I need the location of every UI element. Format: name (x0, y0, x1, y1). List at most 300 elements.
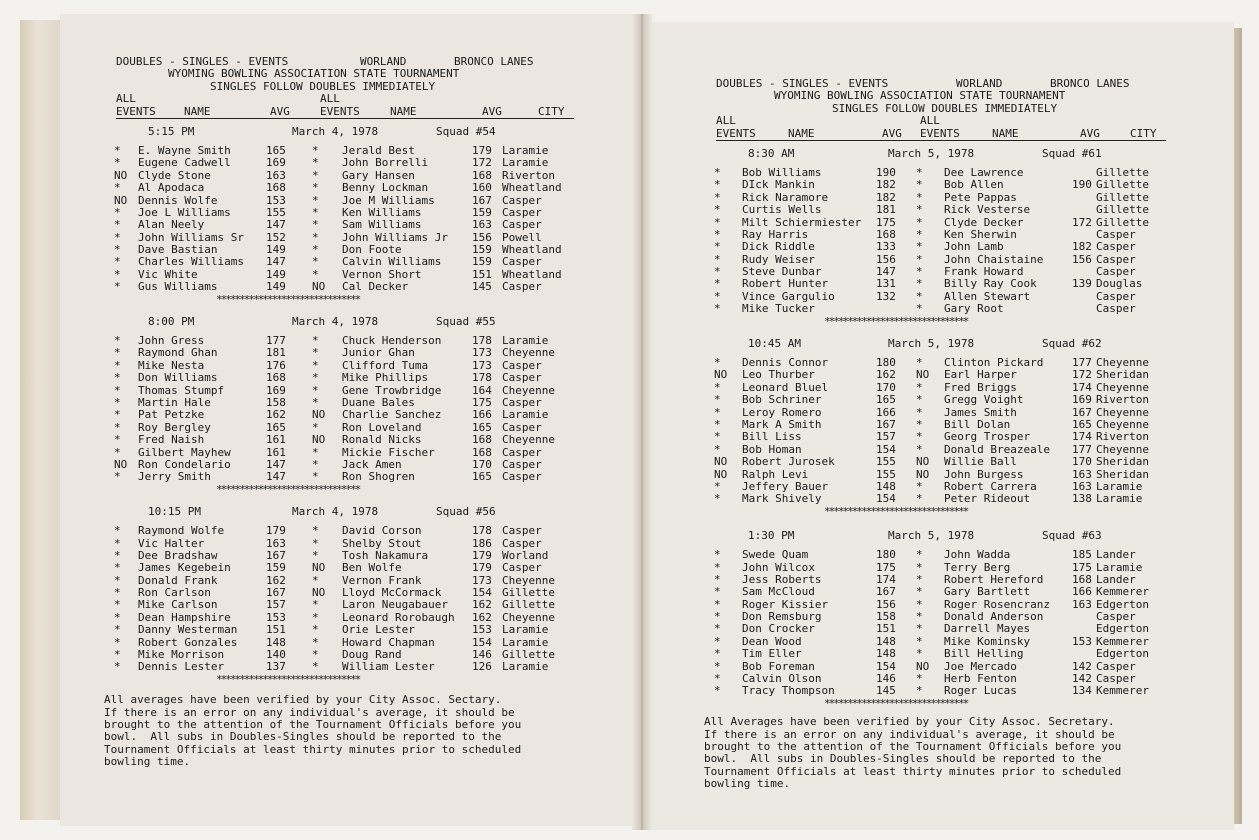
city: Casper (502, 280, 542, 294)
table-row (104, 661, 584, 673)
bowler-avg: 148 (266, 635, 286, 649)
bowler-avg: 169 (266, 383, 286, 397)
events-mark: * (114, 358, 121, 372)
events-mark: * (714, 380, 721, 394)
events-mark: * (916, 302, 923, 316)
header-all-line (704, 115, 1184, 127)
city: Casper (502, 445, 542, 459)
squad-date: March 4, 1978 (292, 315, 379, 329)
squad-block (704, 148, 1184, 328)
squad-number: Squad #54 (436, 124, 496, 138)
bowler-name: Swede Quam (742, 548, 809, 562)
events-mark: * (916, 548, 923, 562)
squad-number: Squad #56 (436, 505, 496, 519)
events-mark: * (916, 560, 923, 574)
events-mark: * (312, 346, 319, 360)
events-mark: * (114, 470, 121, 484)
bowler-name: Jeffery Bauer (742, 479, 829, 493)
bowler-avg: 163 (266, 536, 286, 550)
events-mark: * (916, 610, 923, 624)
events-mark: * (916, 252, 923, 266)
bowler-avg: 175 (876, 215, 896, 229)
col-all-1: ALL (716, 114, 736, 128)
events-mark: * (714, 165, 721, 179)
city: Laramie (502, 143, 549, 157)
events-mark: * (714, 252, 721, 266)
bowler-name: Tim Eller (742, 647, 802, 661)
partner-name: Pete Pappas (944, 190, 1017, 204)
partner-name: Donald Anderson (944, 610, 1044, 624)
bowler-name: Robert Jurosek (742, 455, 835, 469)
partner-avg: 138 (1072, 492, 1092, 506)
bowler-avg: 131 (876, 277, 896, 291)
city: Casper (502, 218, 542, 232)
events-mark: * (916, 190, 923, 204)
header-association: WYOMING BOWLING ASSOCIATION STATE TOURNAMENT (168, 67, 460, 81)
bowler-name: John Gress (138, 334, 205, 348)
bowler-avg: 162 (876, 368, 896, 382)
table-row (704, 549, 1184, 561)
squad-date: March 5, 1978 (888, 337, 975, 351)
bowler-avg: 153 (266, 193, 286, 207)
table-row (104, 256, 584, 268)
bowler-avg: 181 (266, 346, 286, 360)
table-row (104, 562, 584, 574)
bowler-avg: 155 (876, 467, 896, 481)
table-row (104, 434, 584, 446)
events-mark: * (114, 420, 121, 434)
bowler-avg: 180 (876, 356, 896, 370)
partner-avg: 179 (472, 143, 492, 157)
partner-avg: 165 (472, 420, 492, 434)
city: Edgerton (1096, 647, 1149, 661)
partner-name: Roger Rosencranz (944, 597, 1050, 611)
events-mark: * (916, 572, 923, 586)
squad-heading (104, 316, 584, 331)
partner-name: Doug Rand (342, 648, 402, 662)
bowler-avg: 163 (266, 168, 286, 182)
bowler-name: Dennis Wolfe (138, 193, 218, 207)
col-events-2: EVENTS (320, 104, 360, 118)
footer-line (704, 753, 1184, 765)
table-row (704, 431, 1184, 443)
bowler-name: Al Apodaca (138, 181, 205, 195)
squad-date: March 5, 1978 (888, 529, 975, 543)
partner-avg: 160 (472, 181, 492, 195)
events-mark: * (916, 405, 923, 419)
partner-avg: 163 (1072, 479, 1092, 493)
header-line-2 (104, 68, 584, 80)
squad-time: 8:00 PM (148, 315, 195, 329)
footer-text: bowling time. (704, 777, 791, 791)
events-mark: * (114, 181, 121, 195)
events-mark: NO (114, 457, 128, 471)
city: Wheatland (502, 243, 562, 257)
bowler-avg: 159 (266, 561, 286, 575)
bowler-avg: 165 (266, 143, 286, 157)
squad-heading (104, 126, 584, 141)
squad-number: Squad #61 (1042, 146, 1102, 160)
city: Casper (502, 193, 542, 207)
bowler-name: James Kegebein (138, 561, 231, 575)
partner-avg: 162 (472, 598, 492, 612)
events-mark: * (114, 346, 121, 360)
city: Lander (1096, 548, 1136, 562)
city: Sheridan (1096, 455, 1149, 469)
col-avg: AVG (270, 104, 290, 118)
events-mark: * (114, 573, 121, 587)
city: Lander (1096, 572, 1136, 586)
events-mark: * (114, 371, 121, 385)
events-mark: NO (714, 467, 728, 481)
partner-avg: 174 (1072, 430, 1092, 444)
partner-name: Gary Bartlett (944, 585, 1031, 599)
events-mark: * (916, 672, 923, 686)
footer-text: Tournament Officials at least thirty minutes prior to scheduled (704, 764, 1122, 778)
partner-name: Laron Neugabauer (342, 598, 448, 612)
bowler-avg: 190 (876, 165, 896, 179)
city: Gillette (1096, 203, 1149, 217)
bowler-name: Mike Carlson (138, 598, 218, 612)
table-row (704, 179, 1184, 191)
city: Cheyenne (502, 346, 555, 360)
partner-avg: 186 (472, 536, 492, 550)
bowler-avg: 155 (266, 205, 286, 219)
city: Wheatland (502, 181, 562, 195)
bowler-name: Eugene Cadwell (138, 156, 231, 170)
city: Cheyenne (1096, 356, 1149, 370)
events-mark: NO (312, 408, 326, 422)
col-events: EVENTS (716, 126, 756, 140)
events-mark: * (714, 610, 721, 624)
table-row (704, 586, 1184, 598)
bowler-avg: 179 (266, 524, 286, 538)
col-events-2: EVENTS (920, 126, 960, 140)
partner-name: John Lamb (944, 240, 1004, 254)
partner-name: Ronald Nicks (342, 433, 422, 447)
partner-avg: 159 (472, 243, 492, 257)
squad-heading (704, 530, 1184, 545)
events-mark: * (312, 205, 319, 219)
partner-avg: 163 (1072, 467, 1092, 481)
events-mark: * (714, 659, 721, 673)
events-mark: * (714, 277, 721, 291)
bowler-avg: 167 (266, 548, 286, 562)
events-mark: * (114, 230, 121, 244)
events-mark: * (312, 635, 319, 649)
partner-name: Rick Vesterse (944, 203, 1031, 217)
partner-name: Roger Lucas (944, 684, 1017, 698)
city: Casper (502, 205, 542, 219)
partner-name: Darrell Mayes (944, 622, 1031, 636)
events-mark: * (714, 178, 721, 192)
partner-avg: 159 (472, 255, 492, 269)
city: Cheyenne (502, 610, 555, 624)
header-lanes: BRONCO LANES (1050, 77, 1130, 90)
col-name: NAME (184, 104, 211, 118)
events-mark: * (312, 230, 319, 244)
city: Sheridan (1096, 467, 1149, 481)
partner-name: Don Foote (342, 243, 402, 257)
city: Laramie (1096, 492, 1143, 506)
bowler-avg: 133 (876, 240, 896, 254)
partner-avg: 165 (1072, 417, 1092, 431)
partner-avg: 167 (472, 193, 492, 207)
table-row (704, 369, 1184, 381)
partner-avg: 156 (1072, 252, 1092, 266)
bowler-name: Ron Condelario (138, 457, 231, 471)
squad-number: Squad #62 (1042, 337, 1102, 351)
right-page-content (704, 78, 1184, 791)
city: Casper (502, 470, 542, 484)
events-mark: * (114, 280, 121, 294)
events-mark: * (312, 181, 319, 195)
partner-name: Ron Shogren (342, 470, 415, 484)
partner-name: James Smith (944, 405, 1017, 419)
city: Douglas (1096, 277, 1143, 291)
events-mark: * (114, 635, 121, 649)
events-mark: * (114, 205, 121, 219)
events-mark: * (916, 622, 923, 636)
partner-name: Gene Trowbridge (342, 383, 442, 397)
table-row (704, 456, 1184, 468)
table-row (104, 157, 584, 169)
bowler-name: Pat Petzke (138, 408, 205, 422)
squad-time: 1:30 PM (748, 529, 795, 543)
bowler-name: Bill Liss (742, 430, 802, 444)
partner-avg: 172 (1072, 215, 1092, 229)
events-mark: * (312, 395, 319, 409)
city: Casper (1096, 227, 1136, 241)
partner-avg: 190 (1072, 178, 1092, 192)
events-mark: * (916, 277, 923, 291)
city: Powell (502, 230, 542, 244)
table-row (704, 648, 1184, 660)
events-mark: * (916, 479, 923, 493)
bowler-avg: 155 (876, 455, 896, 469)
events-mark: * (714, 622, 721, 636)
bowler-avg: 149 (266, 243, 286, 257)
partner-name: Orie Lester (342, 623, 415, 637)
city: Casper (1096, 265, 1136, 279)
bowler-avg: 176 (266, 358, 286, 372)
events-mark: * (916, 430, 923, 444)
events-mark: * (714, 647, 721, 661)
partner-name: Willie Ball (944, 455, 1017, 469)
partner-avg: 139 (1072, 277, 1092, 291)
bowler-avg: 132 (876, 289, 896, 303)
city: Casper (502, 255, 542, 269)
events-mark: * (312, 524, 319, 538)
events-mark: NO (714, 455, 728, 469)
partner-name: Dee Lawrence (944, 165, 1024, 179)
bowler-avg: 182 (876, 190, 896, 204)
partner-avg: 166 (472, 408, 492, 422)
partner-avg: 126 (472, 660, 492, 674)
partner-avg: 146 (472, 648, 492, 662)
events-mark: * (714, 479, 721, 493)
col-name-2: NAME (992, 126, 1019, 140)
events-mark: NO (714, 368, 728, 382)
partner-name: Fred Briggs (944, 380, 1017, 394)
bowler-avg: 153 (266, 610, 286, 624)
events-mark: * (714, 227, 721, 241)
city: Gillette (502, 648, 555, 662)
city: Gillette (502, 598, 555, 612)
partner-name: Shelby Stout (342, 536, 422, 550)
city: Worland (502, 548, 549, 562)
partner-avg: 165 (472, 470, 492, 484)
events-mark: NO (312, 586, 326, 600)
partner-avg: 154 (472, 635, 492, 649)
footer-line (704, 778, 1184, 790)
bowler-name: Milt Schiermiester (742, 215, 862, 229)
bowler-name: Mike Morrison (138, 648, 225, 662)
col-avg-2: AVG (482, 104, 502, 118)
table-row (104, 372, 584, 384)
city: Kemmerer (1096, 585, 1149, 599)
bowler-name: Robert Hunter (742, 277, 829, 291)
partner-avg: 153 (472, 623, 492, 637)
bowler-avg: 147 (266, 470, 286, 484)
partner-name: John Chaistaine (944, 252, 1044, 266)
col-name-2: NAME (390, 104, 417, 118)
partner-avg: 168 (472, 168, 492, 182)
partner-avg: 163 (472, 218, 492, 232)
bowler-name: Leroy Romero (742, 405, 822, 419)
bowler-avg: 137 (266, 660, 286, 674)
bowler-name: Joe L Williams (138, 205, 231, 219)
events-mark: * (114, 445, 121, 459)
bowler-name: Dean Hampshire (138, 610, 231, 624)
events-mark: * (312, 598, 319, 612)
squad-separator (104, 294, 584, 306)
bowler-avg: 157 (266, 598, 286, 612)
bowler-name: Donald Frank (138, 573, 218, 587)
separator-stars: ******************************* (824, 314, 968, 328)
bowler-name: Calvin Olson (742, 672, 822, 686)
table-row (104, 182, 584, 194)
events-mark: * (714, 634, 721, 648)
partner-name: Bill Dolan (944, 417, 1011, 431)
bowler-name: Danny Westerman (138, 623, 238, 637)
events-mark: * (114, 267, 121, 281)
events-mark: * (916, 442, 923, 456)
events-mark: NO (312, 280, 326, 294)
bowler-avg: 157 (876, 430, 896, 444)
partner-avg: 156 (472, 230, 492, 244)
city: Laramie (502, 660, 549, 674)
column-headers (704, 128, 1184, 140)
city: Cheyenne (502, 573, 555, 587)
bowler-avg: 145 (876, 684, 896, 698)
bowler-name: Tracy Thompson (742, 684, 835, 698)
bowler-avg: 147 (266, 457, 286, 471)
bowler-avg: 181 (876, 203, 896, 217)
bowler-avg: 148 (876, 634, 896, 648)
events-mark: * (114, 660, 121, 674)
events-mark: * (714, 597, 721, 611)
city: Laramie (1096, 479, 1143, 493)
footer-line (104, 756, 584, 768)
city: Casper (502, 536, 542, 550)
bowler-name: Charles Williams (138, 255, 244, 269)
events-mark: * (916, 634, 923, 648)
header-line-3 (104, 81, 584, 93)
bowler-name: Thomas Stumpf (138, 383, 225, 397)
events-mark: * (114, 648, 121, 662)
bowler-avg: 151 (876, 622, 896, 636)
bowler-name: Jerry Smith (138, 470, 211, 484)
squad-block (104, 506, 584, 686)
book-gutter (632, 14, 652, 830)
partner-name: Gregg Voight (944, 393, 1024, 407)
events-mark: * (114, 255, 121, 269)
events-mark: * (916, 647, 923, 661)
bowler-name: Ray Harris (742, 227, 809, 241)
city: Gillette (1096, 178, 1149, 192)
partner-avg: 178 (472, 371, 492, 385)
bowler-avg: 147 (876, 265, 896, 279)
city: Cheyenne (502, 433, 555, 447)
bowler-avg: 146 (876, 672, 896, 686)
col-events: EVENTS (116, 104, 156, 118)
city: Casper (502, 395, 542, 409)
partner-avg: 159 (472, 205, 492, 219)
partner-avg: 174 (1072, 380, 1092, 394)
partner-name: Ron Loveland (342, 420, 422, 434)
events-mark: NO (916, 455, 930, 469)
city: Gillette (1096, 190, 1149, 204)
partner-name: Ken Williams (342, 205, 422, 219)
bowler-avg: 169 (266, 156, 286, 170)
events-mark: * (312, 610, 319, 624)
partner-name: Clyde Decker (944, 215, 1024, 229)
separator-stars: ******************************* (824, 504, 968, 518)
partner-name: Donald Breazeale (944, 442, 1050, 456)
squad-separator (104, 674, 584, 686)
events-mark: * (114, 408, 121, 422)
partner-name: Georg Trosper (944, 430, 1031, 444)
city: Casper (1096, 672, 1136, 686)
bowler-name: Don Crocker (742, 622, 815, 636)
city: Riverton (1096, 430, 1149, 444)
squad-time: 10:45 AM (748, 337, 801, 351)
events-mark: * (312, 383, 319, 397)
events-mark: * (312, 243, 319, 257)
partner-name: Ken Sherwin (944, 227, 1017, 241)
city: Cheyenne (1096, 380, 1149, 394)
city: Casper (502, 371, 542, 385)
bowler-name: Alan Neely (138, 218, 205, 232)
left-squads (104, 126, 584, 686)
city: Laramie (1096, 560, 1143, 574)
squad-block (104, 126, 584, 306)
events-mark: * (916, 684, 923, 698)
events-mark: * (114, 156, 121, 170)
events-mark: * (714, 430, 721, 444)
bowler-name: Clyde Stone (138, 168, 211, 182)
bowler-avg: 148 (876, 647, 896, 661)
bowler-avg: 162 (266, 573, 286, 587)
col-all-2: ALL (920, 114, 940, 128)
table-row (704, 241, 1184, 253)
city: Casper (502, 420, 542, 434)
partner-name: William Lester (342, 660, 435, 674)
partner-avg: 134 (1072, 684, 1092, 698)
bowler-name: Vic Halter (138, 536, 205, 550)
events-mark: * (114, 218, 121, 232)
